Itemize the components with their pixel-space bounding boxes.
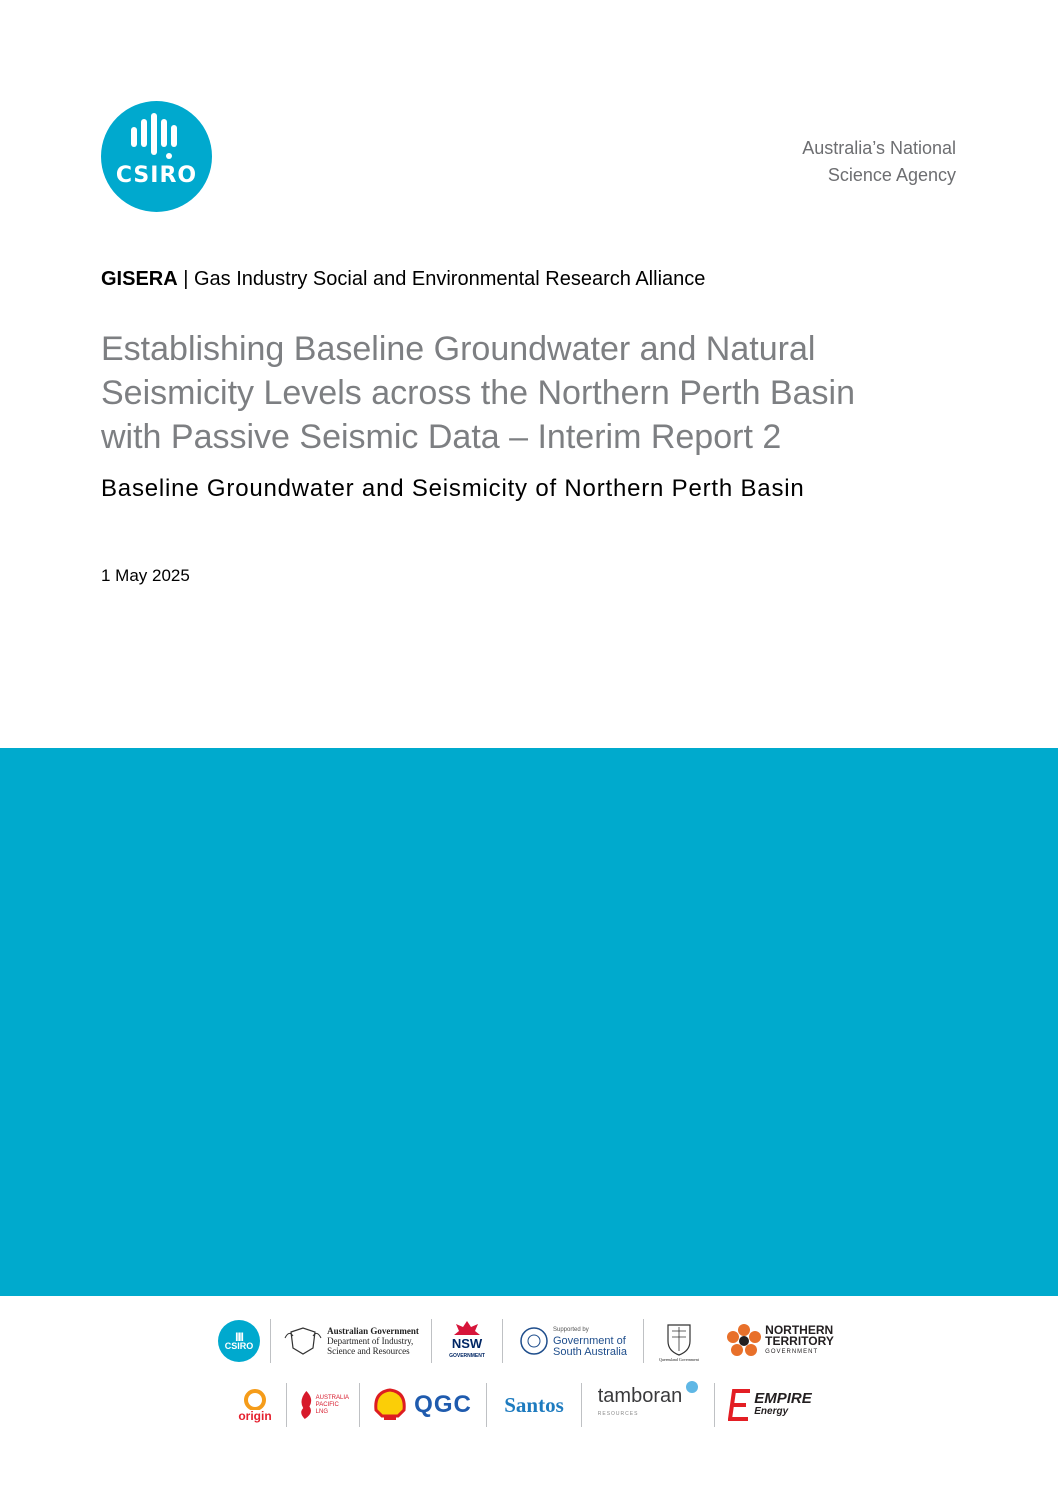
aus-gov-line2: Department of Industry,	[327, 1336, 414, 1346]
logo-divider	[286, 1383, 287, 1427]
tamboran-sub-text: RESOURCES	[597, 1411, 639, 1417]
tagline-line1: Australia’s National	[802, 138, 956, 158]
logo-divider	[714, 1383, 715, 1427]
report-title-line1: Establishing Baseline Groundwater and Natural	[101, 330, 816, 368]
csiro-logo	[101, 101, 212, 212]
logo-divider	[270, 1319, 271, 1363]
partner-logos-row1	[218, 1315, 835, 1367]
empire-e-icon	[728, 1387, 754, 1423]
apl-line3: LNG	[315, 1408, 328, 1415]
partner-origin-logo	[234, 1381, 276, 1429]
aus-gov-line3: Science and Resources	[327, 1346, 410, 1356]
report-title-line3: with Passive Seismic Data – Interim Report 2	[101, 418, 782, 456]
partner-empire-logo	[725, 1381, 815, 1429]
nt-line3: GOVERNMENT	[765, 1348, 819, 1355]
report-title-line2: Seismicity Levels across the Northern Perth Basin	[101, 374, 855, 412]
qld-text: Queensland Government	[659, 1356, 699, 1362]
partner-qgc-logo	[410, 1381, 476, 1429]
report-title	[101, 327, 961, 459]
csiro-logo-text: CSIRO	[115, 163, 198, 188]
sa-small-text: Supported by	[553, 1326, 589, 1333]
report-subtitle: Baseline Groundwater and Seismicity of Northern Perth Basin	[101, 475, 805, 502]
partner-tamboran-logo	[592, 1381, 704, 1429]
nsw-text: NSW	[451, 1336, 483, 1351]
tagline-line2: Science Agency	[827, 165, 956, 185]
csiro-mini-wave-icon: |||||	[235, 1330, 243, 1341]
origin-sun-icon	[242, 1388, 268, 1410]
logo-divider	[581, 1383, 582, 1427]
csiro-wave-icon	[101, 101, 212, 212]
apl-flame-icon	[297, 1385, 316, 1425]
sa-line2: South Australia	[553, 1345, 627, 1358]
program-acronym: GISERA	[101, 268, 178, 290]
partner-nt-gov-logo	[725, 1317, 835, 1365]
logo-divider	[502, 1319, 503, 1363]
logo-divider	[359, 1383, 360, 1427]
partner-csiro-text: CSIRO	[224, 1340, 254, 1351]
program-line	[101, 268, 705, 291]
nt-flower-icon	[726, 1323, 762, 1359]
partner-sa-gov-logo	[513, 1317, 633, 1365]
coat-of-arms-icon	[283, 1326, 323, 1356]
program-full-name: Gas Industry Social and Environmental Research Alliance	[194, 268, 706, 290]
nt-line1: NORTHERN	[765, 1322, 834, 1337]
empire-line2: Energy	[754, 1406, 789, 1417]
program-separator: |	[177, 268, 194, 290]
partner-logos-row2	[234, 1380, 815, 1430]
partner-nsw-logo	[442, 1317, 492, 1365]
report-date: 1 May 2025	[101, 566, 190, 585]
apl-line2: PACIFIC	[315, 1401, 339, 1408]
logo-divider	[643, 1319, 644, 1363]
nt-line2: TERRITORY	[765, 1333, 834, 1348]
tamboran-text: tamboran	[597, 1385, 683, 1407]
qgc-text: QGC	[414, 1391, 472, 1418]
partner-csiro-logo	[218, 1317, 260, 1365]
empire-line1: EMPIRE	[754, 1390, 812, 1407]
apl-line1: AUSTRALIA	[315, 1394, 349, 1401]
tagline	[802, 135, 956, 189]
partner-qld-gov-logo	[654, 1317, 704, 1365]
partner-santos-logo	[497, 1381, 571, 1429]
partner-shell-logo	[370, 1381, 410, 1429]
aus-gov-line1: Australian Government	[327, 1326, 419, 1336]
logo-divider	[486, 1383, 487, 1427]
origin-text: origin	[238, 1409, 272, 1423]
santos-text: Santos	[504, 1392, 564, 1417]
partner-apl-logo	[297, 1381, 349, 1429]
partner-logos	[0, 1300, 1058, 1440]
nsw-sub-text: GOVERNMENT	[449, 1353, 485, 1359]
sa-badge-icon	[519, 1326, 549, 1356]
shell-icon	[372, 1388, 408, 1422]
tamboran-globe-icon	[686, 1381, 698, 1393]
cover-color-band	[0, 748, 1058, 1296]
logo-divider	[714, 1319, 715, 1363]
qld-crest-icon	[662, 1321, 696, 1357]
sa-line1: Government of	[553, 1334, 626, 1347]
logo-divider	[431, 1319, 432, 1363]
partner-aus-gov-logo	[281, 1317, 421, 1365]
